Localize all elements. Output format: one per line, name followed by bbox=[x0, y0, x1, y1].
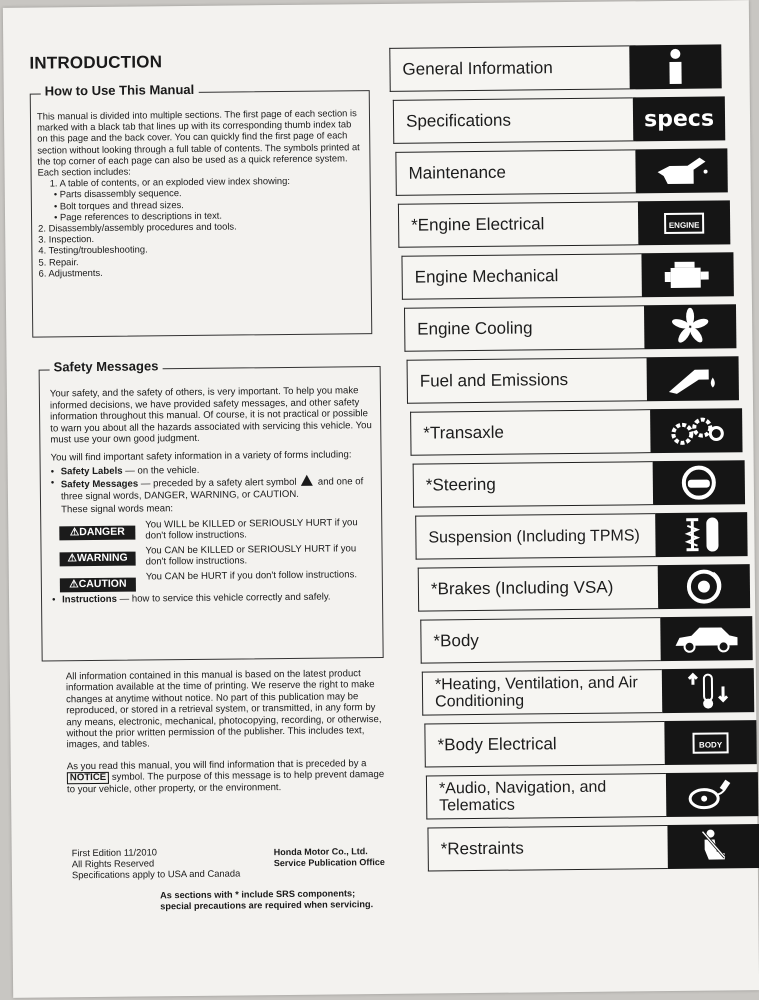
gears-icon bbox=[650, 408, 742, 453]
safety-messages-box bbox=[39, 358, 384, 662]
warning-label: ⚠WARNING bbox=[60, 552, 136, 566]
safety-paragraph: Your safety, and the safety of others, is very important. To help you make informed decisions, we have provided safety messages, and other safety information throughout this manual. Of course, it is not practical or possible to warn you about all the hazards associated with servicing this vehicle. You must use your own good judgment. bbox=[49, 385, 372, 446]
srs-note: As sections with * include SRS components; special precautions are required when servicing. bbox=[160, 888, 374, 912]
oil-can-icon bbox=[635, 148, 727, 193]
tab-label: *Steering bbox=[413, 461, 653, 508]
tab-label: *Audio, Navigation, and Telematics bbox=[426, 773, 666, 820]
danger-label: ⚠DANGER bbox=[59, 526, 135, 540]
body-battery-icon: BODY bbox=[664, 720, 756, 765]
seatbelt-airbag-icon bbox=[667, 824, 759, 869]
brake-disc-icon bbox=[658, 564, 750, 609]
tab-restraints[interactable] bbox=[427, 824, 759, 871]
tab-label: General Information bbox=[389, 45, 629, 92]
tab-transaxle[interactable] bbox=[410, 408, 742, 455]
tab-body[interactable] bbox=[420, 616, 752, 663]
tab-engine-electrical[interactable] bbox=[398, 200, 730, 247]
rights-line: All Rights Reserved bbox=[71, 857, 155, 870]
tab-label: Specifications bbox=[393, 97, 633, 144]
edition-info bbox=[72, 845, 241, 880]
cooling-fan-icon bbox=[644, 304, 736, 349]
signal-caution bbox=[60, 569, 376, 592]
tab-label: *Body bbox=[420, 617, 660, 664]
signal-words-intro: These signal words mean: bbox=[61, 503, 174, 516]
list-item: • Page references to descriptions in text. bbox=[38, 208, 364, 223]
includes-label: Each section includes: bbox=[37, 165, 131, 178]
specs-applicability-line: Specifications apply to USA and Canada bbox=[71, 867, 241, 881]
notice-paragraph: As you read this manual, you will find information that is preceded by a NOTICE symbol. The purpose of this message is to help prevent damage to your vehicle, other property, or the environment. bbox=[66, 758, 385, 796]
tab-label: Engine Mechanical bbox=[401, 253, 641, 300]
edition-line: First Edition 11/2010 bbox=[71, 846, 158, 859]
publisher-info bbox=[274, 846, 385, 869]
tab-hvac[interactable] bbox=[422, 668, 754, 715]
notice-symbol: NOTICE bbox=[67, 772, 109, 784]
tab-general-information[interactable] bbox=[389, 44, 721, 91]
tab-engine-mechanical[interactable] bbox=[401, 252, 733, 299]
manual-page bbox=[3, 0, 759, 998]
safety-messages-bullet: • Safety Messages — preceded by a safety alert symbol and one of three signal words, DANGER, WARNING, or CAUTION. bbox=[51, 474, 375, 503]
how-to-use-paragraph: This manual is divided into multiple sections. The first page of each section is marked with a black tab that lines up with its corresponding thumb index tab on this page and the back cover. You can quickly find the first page of each section without looking through a full table of contents. The symbols printed at the top corner of each page can also be used as a quick reference system. bbox=[36, 107, 360, 167]
tab-brakes[interactable] bbox=[418, 564, 750, 611]
engine-block-icon bbox=[641, 252, 733, 297]
info-icon bbox=[629, 44, 721, 89]
section-includes-list bbox=[38, 174, 365, 278]
thermometer-icon bbox=[662, 668, 754, 713]
page-title: INTRODUCTION bbox=[29, 52, 163, 73]
tab-label: Fuel and Emissions bbox=[407, 357, 647, 404]
list-item: • Parts disassembly sequence. bbox=[38, 186, 364, 201]
tab-label: *Transaxle bbox=[410, 409, 650, 456]
how-to-use-box bbox=[30, 81, 373, 338]
list-item: • Bolt torques and thread sizes. bbox=[38, 197, 364, 212]
warning-description: You CAN be KILLED or SERIOUSLY HURT if you don't follow instructions. bbox=[145, 543, 357, 568]
tab-maintenance[interactable] bbox=[395, 148, 727, 195]
safety-labels-bullet: • Safety Labels — on the vehicle. bbox=[51, 463, 375, 478]
navigation-satellite-icon bbox=[666, 772, 758, 817]
shock-absorber-icon bbox=[655, 512, 747, 557]
publisher-office: Service Publication Office bbox=[273, 856, 385, 869]
tab-label: *Heating, Ventilation, and Air Conditioning bbox=[422, 669, 662, 716]
signal-warning bbox=[59, 543, 375, 568]
tab-label: *Body Electrical bbox=[424, 721, 664, 768]
fuel-nozzle-icon bbox=[647, 356, 739, 401]
tab-specifications[interactable] bbox=[393, 96, 725, 143]
tab-label: Maintenance bbox=[395, 149, 635, 196]
list-item: 4. Testing/troubleshooting. bbox=[38, 243, 148, 257]
list-item: 1. A table of contents, or an exploded view index showing: bbox=[49, 175, 290, 189]
tab-audio-navigation[interactable] bbox=[426, 772, 758, 819]
tab-label: *Brakes (Including VSA) bbox=[418, 565, 658, 612]
how-to-use-title: How to Use This Manual bbox=[41, 82, 199, 99]
danger-description: You WILL be KILLED or SERIOUSLY HURT if you don't follow instructions. bbox=[145, 517, 358, 542]
caution-label: ⚠CAUTION bbox=[60, 578, 136, 592]
car-body-icon bbox=[660, 616, 752, 661]
signal-danger bbox=[59, 517, 375, 542]
steering-wheel-icon bbox=[653, 460, 745, 505]
tab-body-electrical[interactable] bbox=[424, 720, 756, 767]
specs-icon: specs bbox=[633, 96, 725, 141]
safety-messages-title: Safety Messages bbox=[50, 358, 163, 374]
list-item: 6. Adjustments. bbox=[38, 266, 103, 279]
list-item: 5. Repair. bbox=[38, 255, 79, 268]
tab-suspension[interactable] bbox=[415, 512, 747, 559]
tab-engine-cooling[interactable] bbox=[404, 304, 736, 351]
tab-label: *Restraints bbox=[427, 825, 667, 872]
legal-notice bbox=[66, 668, 387, 806]
safety-forms-paragraph: You will find important safety information in a variety of forms including: bbox=[50, 449, 352, 464]
tab-label: Suspension (Including TPMS) bbox=[415, 513, 655, 560]
list-item: 3. Inspection. bbox=[38, 233, 95, 245]
instructions-bullet: • Instructions — how to service this vehicle correctly and safely. bbox=[52, 591, 376, 606]
list-item: 2. Disassembly/assembly procedures and tools. bbox=[38, 220, 237, 234]
caution-description: You CAN be HURT if you don't follow instructions. bbox=[145, 569, 358, 583]
publisher-name: Honda Motor Co., Ltd. bbox=[273, 846, 368, 858]
tab-fuel-and-emissions[interactable] bbox=[407, 356, 739, 403]
engine-battery-icon: ENGINE bbox=[638, 200, 730, 245]
tab-label: Engine Cooling bbox=[404, 305, 644, 352]
legal-paragraph: All information contained in this manual is based on the latest product information available at the time of printing. We reserve the right to make changes at anytime without notice. No part of this publication may be reproduced, or stored in a retrieval system, or transmitted, in any form by any means, electronic, mechanical, photocopying, recording, or otherwise, without the prior written permission of the publisher. This includes text, images, and tables. bbox=[65, 668, 382, 751]
safety-alert-icon bbox=[301, 475, 313, 486]
tab-label: *Engine Electrical bbox=[398, 201, 638, 248]
tab-steering[interactable] bbox=[413, 460, 745, 507]
